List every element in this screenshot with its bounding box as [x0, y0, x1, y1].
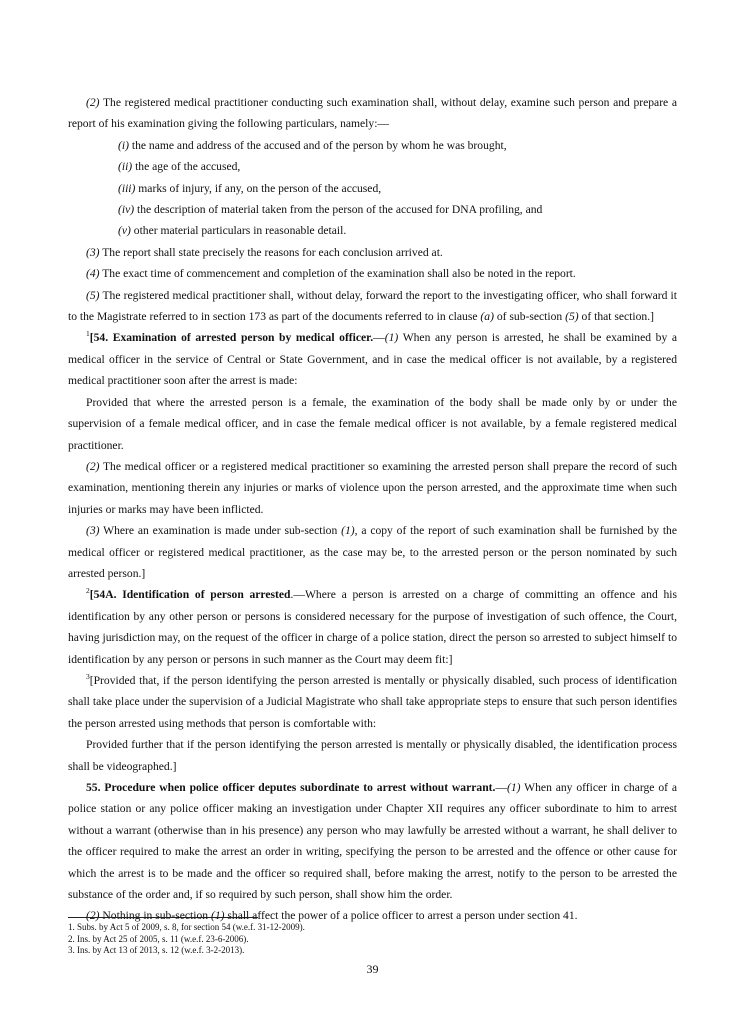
paragraph-text: The registered medical practitioner conducting such examination shall, without delay, examine such person and prepare a report of his examination giving the following particulars, namely:— [68, 96, 677, 131]
section-54a [68, 584, 677, 670]
paragraph-53-5 [68, 285, 677, 328]
paragraph-53-2 [68, 92, 677, 135]
page-number: 39 [366, 962, 379, 976]
paragraph-53-4 [68, 263, 677, 284]
item-number: (v) [118, 224, 131, 238]
subsection-number: (3) [86, 524, 100, 538]
section-54-proviso: Provided that where the arrested person is a female, the examination of the body shall be made only by or under the supervision of a female medical officer, and in case the female medical officer is not available, by a female registered medical practitioner. [68, 395, 677, 452]
item-text: marks of injury, if any, on the person of the accused, [135, 181, 382, 195]
paragraph-text: .—Where a person is arrested on a charge of committing an offence and his identification by any other person or persons is considered necessary for the purpose of investigation of such offence, the Court, having jurisdiction may, on the request of the officer in charge of a police station, direct the person so arrested to subject himself to identification by any person or persons in such manner as the Court may deem fit:] [68, 588, 677, 666]
paragraph-text: of sub-section [493, 310, 566, 324]
subsection-number: (4) [86, 267, 100, 281]
footnote-marker: 2 [86, 586, 90, 596]
paragraph-text: When any officer in charge of a police station or any police officer making an investigation under Chapter XII requires any officer subordinate to him to arrest without a warrant (otherwise than in his presence) any person who may lawfully be arrested without a warrant, he shall deliver to the officer required to make the arrest an order in writing, specifying the person to be arrested and the offence or other cause for which the arrest is to be made and the officer so required shall, before making the arrest, notify to the person to be arrested the substance of the order and, if so required by such person, shall show him the order. [68, 781, 677, 902]
paragraph-53-3 [68, 242, 677, 263]
footnote-marker: 1 [86, 329, 90, 339]
section-heading: [54A. Identification of person arrested [89, 588, 291, 602]
item-number: (iv) [118, 203, 135, 217]
footnote: 2. Ins. by Act 25 of 2005, s. 11 (w.e.f. 23-6-2006). [68, 933, 249, 944]
subsection-number: (2) [86, 96, 100, 109]
dash: — [373, 331, 385, 345]
subsection-number: (3) [86, 245, 100, 259]
paragraph-text: , a copy of the report of such examination shall be furnished by the medical officer or registered medical practitioner, as the case may be, to the arrested person or the person nominated by such arrested person.] [68, 524, 677, 580]
footnotes [68, 922, 677, 957]
subsection-ref: (1) [210, 909, 225, 923]
paragraph-text: shall affect the power of a police officer to arrest a person under section 41. [224, 909, 578, 923]
paragraph-text: Nothing in sub-section [99, 909, 211, 923]
section-heading: [54. Examination of arrested person by medical officer. [89, 331, 374, 345]
section-54a-proviso-further: Provided further that if the person identifying the person arrested is mentally or physically disabled, the identification process shall be videographed.] [68, 738, 677, 773]
list-item [68, 178, 677, 199]
item-text: other material particulars in reasonable detail. [130, 224, 347, 238]
item-number: (i) [118, 138, 129, 152]
paragraph-text: [Provided that, if the person identifying the person arrested is mentally or physically disabled, such process of identification shall take place under the supervision of a Judicial Magistrate who shall take appropriate steps to ensure that such person identifies the person arrested using methods that person is comfortable with: [68, 673, 677, 730]
paragraph-text: of that section.] [578, 310, 654, 324]
item-number: (iii) [118, 181, 136, 195]
clause-ref: (a) [480, 310, 494, 324]
paragraph-text: The registered medical practitioner shall, without delay, forward the report to the investigating officer, who shall forward it to the Magistrate referred to in section 173 as part of the documents referred to in clause [68, 288, 677, 324]
item-text: the age of the accused, [132, 160, 241, 174]
section-54 [68, 327, 677, 391]
section-54a-proviso [68, 670, 677, 734]
list-item [68, 135, 677, 156]
section-54-3 [68, 520, 677, 584]
paragraph-text: The report shall state precisely the reasons for each conclusion arrived at. [99, 245, 443, 259]
item-text: the description of material taken from the person of the accused for DNA profiling, and [134, 203, 543, 217]
list-item [68, 220, 677, 241]
subsection-ref: (5) [565, 310, 579, 324]
subsection-number: (5) [86, 288, 100, 302]
paragraph-text: The medical officer or a registered medical practitioner so examining the arrested person shall prepare the record of such examination, mentioning therein any injuries or marks of violence upon the person arrested, and the approximate time when such injuries or marks may have been inflicted. [68, 459, 677, 516]
subsection-number: (1) [384, 331, 399, 345]
item-number: (ii) [118, 160, 133, 174]
subsection-number: (1) [507, 781, 521, 794]
subsection-number: (2) [86, 459, 100, 473]
dash: — [495, 781, 507, 794]
subsection-ref: (1) [341, 524, 355, 538]
paragraph-text: Where an examination is made under sub-section [99, 524, 342, 538]
paragraph-text: When any person is arrested, he shall be examined by a medical officer in the service of Central or State Government, and in case the medical officer is not available, by a registered medical practitioner soon after the arrest is made: [68, 331, 677, 388]
document-body [68, 92, 677, 927]
section-54-2 [68, 456, 677, 520]
footnote: 3. Ins. by Act 13 of 2013, s. 12 (w.e.f. 3-2-2013). [68, 945, 245, 955]
item-text: the name and address of the accused and of the person by whom he was brought, [128, 138, 507, 152]
footnote-marker: 3 [86, 672, 90, 682]
footnote: 1. Subs. by Act 5 of 2009, s. 8, for section 54 (w.e.f. 31-12-2009). [68, 922, 305, 932]
list-item [68, 199, 677, 220]
paragraph-text: The exact time of commencement and completion of the examination shall also be noted in the report. [99, 267, 576, 281]
list-item [68, 156, 677, 177]
section-55 [68, 777, 677, 905]
section-heading: 55. Procedure when police officer deputes subordinate to arrest without warrant. [86, 781, 496, 794]
subsection-number: (2) [86, 909, 100, 923]
footnote-divider [68, 917, 258, 918]
